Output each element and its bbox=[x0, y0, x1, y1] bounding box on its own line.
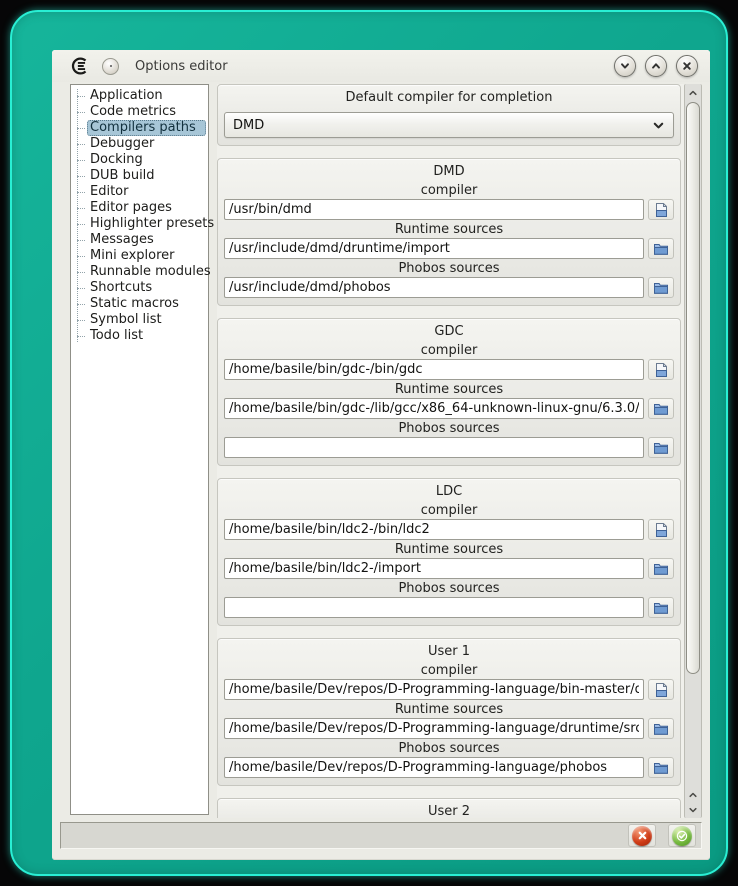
open-file-icon bbox=[653, 682, 669, 698]
phobos-sources-label: Phobos sources bbox=[398, 261, 500, 276]
open-folder-icon bbox=[653, 280, 669, 296]
dmd-compiler-input[interactable] bbox=[224, 199, 644, 220]
ldc-phobos-input[interactable] bbox=[224, 597, 644, 618]
browse-file-button[interactable] bbox=[648, 359, 674, 380]
sidebar-item-symbol-list[interactable]: Symbol list bbox=[87, 312, 206, 328]
dmd-phobos-input[interactable] bbox=[224, 277, 644, 298]
sidebar-item-mini-explorer[interactable]: Mini explorer bbox=[87, 248, 206, 264]
open-folder-icon bbox=[653, 760, 669, 776]
chevron-down-icon bbox=[652, 119, 665, 132]
open-file-icon bbox=[653, 362, 669, 378]
browse-file-button[interactable] bbox=[648, 519, 674, 540]
open-folder-icon bbox=[653, 401, 669, 417]
coedit-logo-icon bbox=[70, 57, 88, 75]
open-folder-icon bbox=[653, 721, 669, 737]
close-button[interactable] bbox=[676, 55, 698, 77]
group-title: DMD bbox=[433, 164, 465, 179]
sidebar-item-runnable-modules[interactable]: Runnable modules bbox=[87, 264, 206, 280]
open-file-icon bbox=[653, 522, 669, 538]
scroll-down-button[interactable] bbox=[685, 802, 701, 817]
browse-folder-button[interactable] bbox=[648, 277, 674, 298]
compiler-label: compiler bbox=[420, 183, 478, 198]
group-title: User 1 bbox=[427, 644, 471, 659]
user1-phobos-input[interactable] bbox=[224, 757, 644, 778]
browse-folder-button[interactable] bbox=[648, 757, 674, 778]
sidebar-item-debugger[interactable]: Debugger bbox=[87, 136, 206, 152]
open-folder-icon bbox=[653, 600, 669, 616]
phobos-sources-label: Phobos sources bbox=[398, 581, 500, 596]
default-compiler-select[interactable] bbox=[224, 112, 674, 138]
cancel-x-icon bbox=[632, 826, 652, 846]
browse-folder-button[interactable] bbox=[648, 437, 674, 458]
group-title: Default compiler for completion bbox=[345, 90, 553, 105]
browse-folder-button[interactable] bbox=[648, 558, 674, 579]
sidebar-item-messages[interactable]: Messages bbox=[87, 232, 206, 248]
accept-check-icon bbox=[672, 826, 692, 846]
category-tree bbox=[71, 85, 215, 344]
open-folder-icon bbox=[653, 440, 669, 456]
ldc-compiler-input[interactable] bbox=[224, 519, 644, 540]
browse-file-button[interactable] bbox=[648, 679, 674, 700]
sidebar-item-highlighter-presets[interactable]: Highlighter presets bbox=[87, 216, 206, 232]
gdc-group bbox=[217, 318, 681, 466]
compiler-label: compiler bbox=[420, 343, 478, 358]
phobos-sources-label: Phobos sources bbox=[398, 421, 500, 436]
browse-folder-button[interactable] bbox=[648, 718, 674, 739]
cancel-button[interactable] bbox=[628, 824, 656, 847]
sidebar-item-code-metrics[interactable]: Code metrics bbox=[87, 104, 206, 120]
sidebar-item-shortcuts[interactable]: Shortcuts bbox=[87, 280, 206, 296]
window-menu-button[interactable] bbox=[102, 58, 119, 75]
categories-panel bbox=[70, 84, 215, 815]
ldc-runtime-input[interactable] bbox=[224, 558, 644, 579]
compiler-label: compiler bbox=[420, 503, 478, 518]
ldc-group bbox=[217, 478, 681, 626]
open-folder-icon bbox=[653, 561, 669, 577]
combo-selected-value: DMD bbox=[233, 117, 265, 133]
runtime-sources-label: Runtime sources bbox=[394, 702, 504, 717]
sidebar-item-compilers-paths[interactable]: Compilers paths bbox=[87, 120, 206, 136]
scrollbar-thumb[interactable] bbox=[686, 102, 700, 674]
chevron-up-icon bbox=[650, 60, 662, 72]
browse-folder-button[interactable] bbox=[648, 238, 674, 259]
user1-runtime-input[interactable] bbox=[224, 718, 644, 739]
browse-folder-button[interactable] bbox=[648, 398, 674, 419]
runtime-sources-label: Runtime sources bbox=[394, 222, 504, 237]
minimize-button[interactable] bbox=[614, 55, 636, 77]
vertical-scrollbar[interactable] bbox=[684, 84, 702, 818]
dmd-runtime-input[interactable] bbox=[224, 238, 644, 259]
scroll-up-button-secondary[interactable] bbox=[685, 787, 701, 802]
chevron-up-icon bbox=[688, 88, 698, 98]
chevron-up-icon bbox=[688, 790, 698, 800]
compiler-label: compiler bbox=[420, 663, 478, 678]
open-file-icon bbox=[653, 202, 669, 218]
group-title: GDC bbox=[434, 324, 464, 339]
user2-group bbox=[217, 798, 681, 818]
window-menu-icon bbox=[110, 65, 112, 67]
sidebar-item-application[interactable]: Application bbox=[87, 88, 206, 104]
gdc-phobos-input[interactable] bbox=[224, 437, 644, 458]
gdc-compiler-input[interactable] bbox=[224, 359, 644, 380]
dialog-footer bbox=[60, 822, 702, 849]
sidebar-item-todo-list[interactable]: Todo list bbox=[87, 328, 206, 344]
scroll-up-button[interactable] bbox=[685, 85, 701, 100]
maximize-button[interactable] bbox=[645, 55, 667, 77]
sidebar-item-docking[interactable]: Docking bbox=[87, 152, 206, 168]
sidebar-item-dub-build[interactable]: DUB build bbox=[87, 168, 206, 184]
browse-file-button[interactable] bbox=[648, 199, 674, 220]
dmd-group bbox=[217, 158, 681, 306]
close-icon bbox=[681, 60, 693, 72]
chevron-down-icon bbox=[619, 60, 631, 72]
chevron-down-icon bbox=[688, 805, 698, 815]
sidebar-item-editor-pages[interactable]: Editor pages bbox=[87, 200, 206, 216]
compilers-paths-page bbox=[217, 84, 702, 818]
open-folder-icon bbox=[653, 241, 669, 257]
user1-group bbox=[217, 638, 681, 786]
default-compiler-group bbox=[217, 84, 681, 146]
options-editor-window bbox=[52, 50, 710, 860]
group-title: LDC bbox=[435, 484, 463, 499]
sidebar-item-static-macros[interactable]: Static macros bbox=[87, 296, 206, 312]
user1-compiler-input[interactable] bbox=[224, 679, 644, 700]
browse-folder-button[interactable] bbox=[648, 597, 674, 618]
titlebar bbox=[52, 50, 710, 82]
window-title: Options editor bbox=[135, 58, 228, 74]
gdc-runtime-input[interactable] bbox=[224, 398, 644, 419]
accept-button[interactable] bbox=[668, 824, 696, 847]
runtime-sources-label: Runtime sources bbox=[394, 382, 504, 397]
phobos-sources-label: Phobos sources bbox=[398, 741, 500, 756]
group-title: User 2 bbox=[427, 804, 471, 818]
runtime-sources-label: Runtime sources bbox=[394, 542, 504, 557]
window-frame bbox=[10, 10, 728, 876]
sidebar-item-editor[interactable]: Editor bbox=[87, 184, 206, 200]
